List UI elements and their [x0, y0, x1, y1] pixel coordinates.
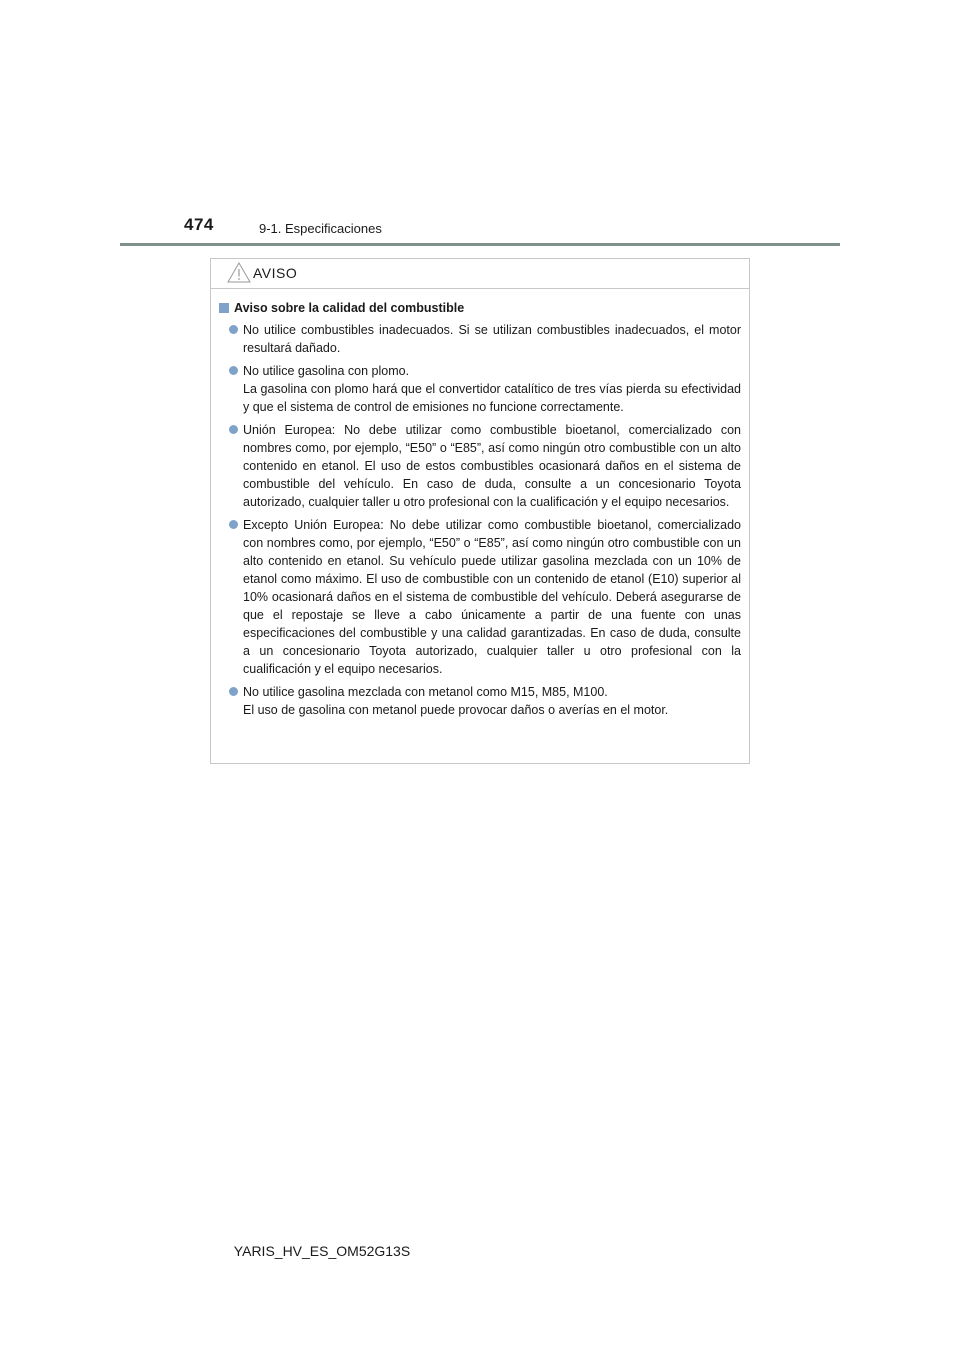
bullet-text: Unión Europea: No debe utilizar como combustible bioetanol, comercializado con nombres como, por ejemplo, “E50” o “E85”, así como ningún otro combustible con un alto contenido en etanol. El uso de estos combustibles ocasionará daños en el sistema de combustible del vehículo. En caso de duda, consulte a un concesionario Toyota autorizado, cualquier taller u otro profesional con la cualificación y el equipo necesarios. [243, 423, 741, 509]
bullet-text: No utilice gasolina con plomo. [243, 364, 410, 378]
warning-triangle-icon [227, 262, 251, 283]
circle-bullet-icon [229, 366, 238, 375]
square-bullet-icon [219, 303, 229, 313]
circle-bullet-icon [229, 520, 238, 529]
circle-bullet-icon [229, 687, 238, 696]
header-rule [120, 243, 840, 246]
bullet-text: Excepto Unión Europea: No debe utilizar como combustible bioetanol, comercializado con nombres como, por ejemplo, “E50” o “E85”, así como ningún otro combustible con un alto contenido en etanol. Su vehículo puede utilizar gasolina mezclada con un 10% de etanol como máximo. El uso de combustible con un contenido de etanol (E10) superior al 10% ocasionará daños en el sistema de combustible del vehículo. Deberá asegurarse de que el repostaje se lleve a cabo únicamente a partir de una fuente con unas especificaciones del combustible y una calidad garantizadas. En caso de duda, consulte a un concesionario Toyota autorizado, cualquier taller u otro profesional con la cualificación y el equipo necesarios. [243, 518, 741, 676]
warning-header [211, 259, 749, 289]
bullet-text: El uso de gasolina con metanol puede provocar daños o averías en el motor. [243, 703, 669, 717]
subheading-text: Aviso sobre la calidad del combustible [234, 301, 465, 315]
footer-code-text: YARIS_HV_ES_OM52G13S [233, 1243, 411, 1259]
bullet-text: La gasolina con plomo hará que el convertidor catalítico de tres vías pierda su efectividad y que el sistema de control de emisiones no funcione correctamente. [243, 382, 741, 414]
bullet-text: No utilice gasolina mezclada con metanol como M15, M85, M100. [243, 685, 608, 699]
section-title: 9-1. Especificaciones [259, 221, 382, 236]
warning-body [211, 289, 749, 719]
bullet-item [219, 516, 741, 678]
bullet-item [219, 683, 741, 719]
circle-bullet-icon [229, 325, 238, 334]
bullet-item [219, 421, 741, 511]
warning-subheading [219, 300, 741, 316]
bullet-item [219, 321, 741, 357]
circle-bullet-icon [229, 425, 238, 434]
bullet-list [219, 321, 741, 719]
bullet-text: No utilice combustibles inadecuados. Si se utilizan combustibles inadecuados, el motor resultará dañado. [243, 323, 741, 355]
bullet-item [219, 362, 741, 416]
warning-title: AVISO [253, 265, 298, 281]
page-number: 474 [184, 215, 214, 234]
warning-box [210, 258, 750, 764]
